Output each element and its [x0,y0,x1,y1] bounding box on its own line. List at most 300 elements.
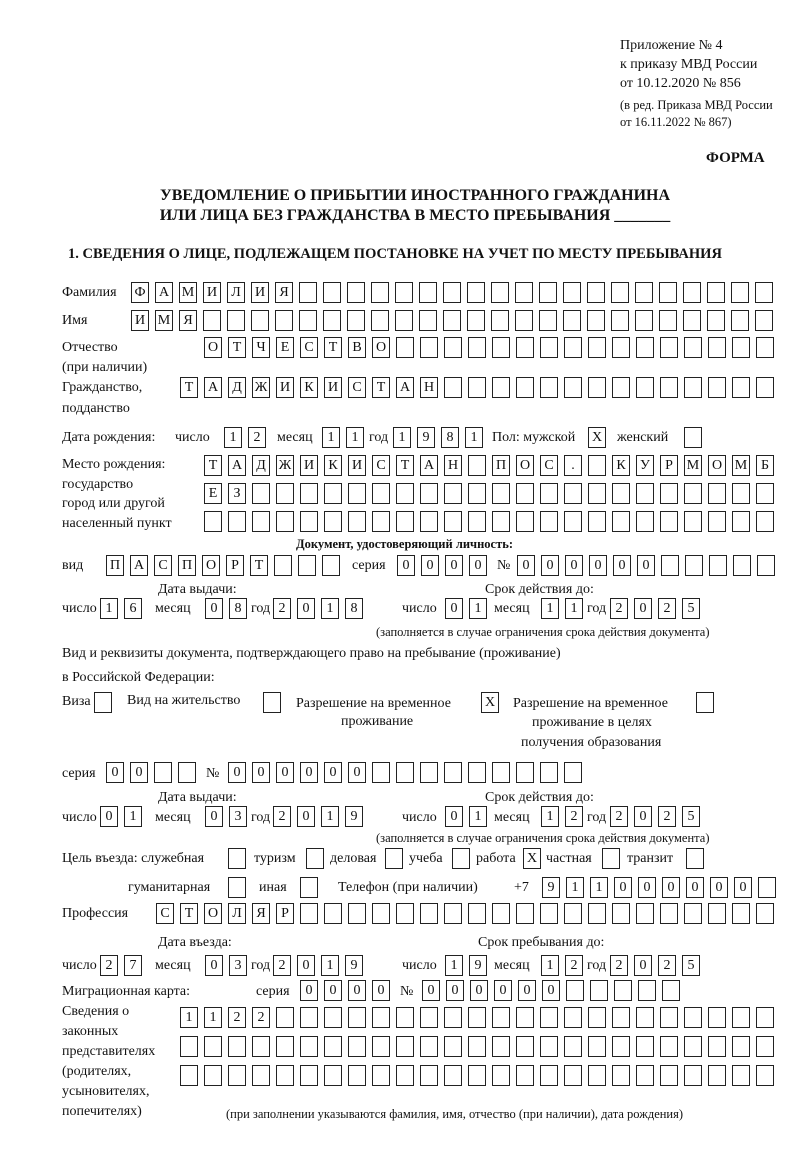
char-box[interactable] [298,555,316,576]
char-box[interactable]: Ф [131,282,149,303]
char-box[interactable] [611,310,629,331]
char-box[interactable] [154,762,172,783]
char-box[interactable]: М [179,282,197,303]
char-box[interactable]: И [276,377,294,398]
char-box[interactable]: 0 [710,877,728,898]
char-box[interactable]: 0 [634,955,652,976]
char-box[interactable] [324,903,342,924]
char-box[interactable]: С [540,455,558,476]
char-box[interactable] [732,903,750,924]
char-box[interactable]: Н [444,455,462,476]
char-box[interactable] [419,310,437,331]
char-box[interactable]: 0 [252,762,270,783]
char-box[interactable]: 0 [421,555,439,576]
char-box[interactable] [371,310,389,331]
char-box[interactable] [708,903,726,924]
char-box[interactable]: 8 [345,598,363,619]
char-box[interactable] [444,377,462,398]
char-box[interactable]: Т [180,377,198,398]
char-box[interactable] [444,762,462,783]
char-box[interactable]: 5 [682,806,700,827]
char-box[interactable] [636,903,654,924]
char-box[interactable] [588,483,606,504]
char-box[interactable]: О [202,555,220,576]
char-box[interactable]: Т [228,337,246,358]
char-box[interactable]: 0 [494,980,512,1001]
char-box[interactable]: 1 [590,877,608,898]
char-box[interactable] [300,483,318,504]
char-box[interactable] [468,903,486,924]
char-box[interactable] [467,310,485,331]
char-box[interactable]: 1 [469,598,487,619]
char-box[interactable]: 0 [662,877,680,898]
char-box[interactable]: Л [228,903,246,924]
char-box[interactable] [468,455,486,476]
char-box[interactable]: А [396,377,414,398]
char-box[interactable] [590,980,608,1001]
char-box[interactable]: 0 [445,598,463,619]
char-box[interactable] [733,555,751,576]
char-box[interactable] [275,310,293,331]
char-box[interactable]: Д [228,377,246,398]
char-box[interactable] [564,1036,582,1057]
char-box[interactable] [180,1036,198,1057]
char-box[interactable] [228,1065,246,1086]
char-box[interactable]: 0 [205,955,223,976]
char-box[interactable] [372,511,390,532]
char-box[interactable] [685,555,703,576]
char-box[interactable] [492,903,510,924]
char-box[interactable]: 0 [106,762,124,783]
char-box[interactable]: О [372,337,390,358]
char-box[interactable] [306,848,324,869]
char-box[interactable] [444,1065,462,1086]
char-box[interactable] [636,1065,654,1086]
char-box[interactable] [492,377,510,398]
char-box[interactable] [732,511,750,532]
char-box[interactable]: Е [276,337,294,358]
char-box[interactable] [638,980,656,1001]
char-box[interactable] [636,511,654,532]
char-box[interactable] [756,903,774,924]
char-box[interactable] [300,877,318,898]
char-box[interactable]: 2 [565,955,583,976]
char-box[interactable] [372,1036,390,1057]
char-box[interactable] [468,1065,486,1086]
char-box[interactable] [708,377,726,398]
char-box[interactable] [492,483,510,504]
char-box[interactable] [300,1065,318,1086]
char-box[interactable] [564,511,582,532]
char-box[interactable] [396,1036,414,1057]
char-box[interactable]: Д [252,455,270,476]
char-box[interactable] [444,337,462,358]
char-box[interactable]: 0 [518,980,536,1001]
char-box[interactable] [180,1065,198,1086]
char-box[interactable] [696,692,714,713]
char-box[interactable] [492,1065,510,1086]
char-box[interactable]: 1 [469,806,487,827]
char-box[interactable] [684,377,702,398]
char-box[interactable] [540,1036,558,1057]
char-box[interactable]: 9 [417,427,435,448]
char-box[interactable]: 1 [321,955,339,976]
char-box[interactable] [324,1007,342,1028]
char-box[interactable] [274,555,292,576]
char-box[interactable] [708,1036,726,1057]
char-box[interactable] [757,555,775,576]
char-box[interactable]: 8 [441,427,459,448]
char-box[interactable]: 7 [124,955,142,976]
char-box[interactable]: С [154,555,172,576]
char-box[interactable]: 1 [322,427,340,448]
char-box[interactable] [612,903,630,924]
char-box[interactable] [635,310,653,331]
char-box[interactable] [395,310,413,331]
char-box[interactable]: А [420,455,438,476]
char-box[interactable]: 0 [634,598,652,619]
char-box[interactable]: 0 [348,980,366,1001]
char-box[interactable] [515,282,533,303]
char-box[interactable]: 0 [637,555,655,576]
char-box[interactable] [732,483,750,504]
char-box[interactable] [492,1007,510,1028]
char-box[interactable]: 1 [541,598,559,619]
char-box[interactable] [516,1036,534,1057]
char-box[interactable] [686,848,704,869]
char-box[interactable] [588,1065,606,1086]
char-box[interactable] [491,282,509,303]
char-box[interactable] [539,282,557,303]
char-box[interactable] [540,377,558,398]
char-box[interactable] [756,1036,774,1057]
char-box[interactable] [516,1007,534,1028]
char-box[interactable] [612,337,630,358]
char-box[interactable] [563,310,581,331]
char-box[interactable] [396,337,414,358]
char-box[interactable] [348,903,366,924]
char-box[interactable]: 0 [565,555,583,576]
char-box[interactable] [372,903,390,924]
char-box[interactable] [516,483,534,504]
char-box[interactable] [755,310,773,331]
char-box[interactable] [662,980,680,1001]
char-box[interactable] [420,903,438,924]
char-box[interactable]: 0 [734,877,752,898]
char-box[interactable]: А [204,377,222,398]
char-box[interactable] [684,483,702,504]
char-box[interactable] [540,337,558,358]
char-box[interactable] [516,377,534,398]
char-box[interactable]: Б [756,455,774,476]
char-box[interactable] [385,848,403,869]
char-box[interactable]: 0 [205,598,223,619]
char-box[interactable]: В [348,337,366,358]
char-box[interactable] [443,282,461,303]
char-box[interactable] [684,337,702,358]
char-box[interactable] [588,1007,606,1028]
char-box[interactable] [540,1065,558,1086]
char-box[interactable]: 1 [565,598,583,619]
char-box[interactable] [612,1036,630,1057]
char-box[interactable]: 0 [634,806,652,827]
char-box[interactable]: Т [204,455,222,476]
char-box[interactable]: С [300,337,318,358]
char-box[interactable]: 0 [324,762,342,783]
char-box[interactable] [732,337,750,358]
char-box[interactable] [252,1036,270,1057]
char-box[interactable]: Я [275,282,293,303]
char-box[interactable] [420,483,438,504]
char-box[interactable] [708,1065,726,1086]
char-box[interactable]: С [156,903,174,924]
char-box[interactable]: 2 [658,598,676,619]
char-box[interactable]: И [348,455,366,476]
char-box[interactable]: 1 [465,427,483,448]
char-box[interactable]: 0 [541,555,559,576]
char-box[interactable]: 0 [297,598,315,619]
char-box[interactable]: 2 [658,955,676,976]
char-box[interactable] [588,377,606,398]
char-box[interactable]: И [203,282,221,303]
char-box[interactable] [252,483,270,504]
char-box[interactable] [396,1065,414,1086]
char-box[interactable]: 0 [397,555,415,576]
char-box[interactable] [347,310,365,331]
char-box[interactable] [468,337,486,358]
char-box[interactable]: С [348,377,366,398]
char-box[interactable]: 0 [638,877,656,898]
char-box[interactable] [276,483,294,504]
char-box[interactable] [420,511,438,532]
char-box[interactable] [396,1007,414,1028]
char-box[interactable] [300,511,318,532]
char-box[interactable] [444,1007,462,1028]
char-box[interactable] [348,511,366,532]
char-box[interactable]: 2 [658,806,676,827]
char-box[interactable] [492,337,510,358]
char-box[interactable] [539,310,557,331]
char-box[interactable] [252,1065,270,1086]
char-box[interactable]: 2 [273,955,291,976]
char-box[interactable]: П [178,555,196,576]
char-box[interactable] [684,511,702,532]
char-box[interactable] [228,511,246,532]
char-box[interactable] [564,762,582,783]
char-box[interactable] [516,511,534,532]
char-box[interactable]: 0 [613,555,631,576]
char-box[interactable] [566,980,584,1001]
char-box[interactable]: Т [324,337,342,358]
char-box[interactable]: Я [179,310,197,331]
char-box[interactable] [602,848,620,869]
char-box[interactable]: 1 [445,955,463,976]
char-box[interactable] [660,337,678,358]
char-box[interactable] [684,427,702,448]
char-box[interactable] [756,1065,774,1086]
char-box[interactable] [515,310,533,331]
char-box[interactable] [636,337,654,358]
char-box[interactable] [636,483,654,504]
char-box[interactable] [564,903,582,924]
char-box[interactable]: 0 [130,762,148,783]
char-box[interactable]: П [106,555,124,576]
char-box[interactable] [659,282,677,303]
char-box[interactable] [756,337,774,358]
char-box[interactable]: 0 [469,555,487,576]
char-box[interactable]: 2 [248,427,266,448]
char-box[interactable]: 0 [445,555,463,576]
char-box[interactable] [540,1007,558,1028]
char-box[interactable]: 0 [422,980,440,1001]
char-box[interactable]: 1 [100,598,118,619]
char-box[interactable] [204,1065,222,1086]
char-box[interactable] [251,310,269,331]
char-box[interactable]: 0 [100,806,118,827]
char-box[interactable] [683,282,701,303]
char-box[interactable] [588,903,606,924]
char-box[interactable] [660,1036,678,1057]
char-box[interactable] [228,848,246,869]
char-box[interactable] [276,1036,294,1057]
char-box[interactable] [756,483,774,504]
char-box[interactable] [588,1036,606,1057]
char-box[interactable] [300,903,318,924]
char-box[interactable] [588,455,606,476]
char-box[interactable] [636,1007,654,1028]
char-box[interactable] [468,511,486,532]
char-box[interactable] [612,1065,630,1086]
char-box[interactable] [324,511,342,532]
char-box[interactable] [324,1065,342,1086]
char-box[interactable] [683,310,701,331]
char-box[interactable] [444,483,462,504]
char-box[interactable]: Я [252,903,270,924]
char-box[interactable]: 0 [445,806,463,827]
char-box[interactable] [612,483,630,504]
char-box[interactable]: Р [276,903,294,924]
char-box[interactable] [444,1036,462,1057]
char-box[interactable]: Л [227,282,245,303]
char-box[interactable]: X [481,692,499,713]
char-box[interactable]: 1 [541,955,559,976]
char-box[interactable] [660,483,678,504]
char-box[interactable] [707,282,725,303]
char-box[interactable]: 5 [682,955,700,976]
char-box[interactable] [660,377,678,398]
char-box[interactable] [444,903,462,924]
char-box[interactable]: М [684,455,702,476]
char-box[interactable] [396,511,414,532]
char-box[interactable] [419,282,437,303]
char-box[interactable] [443,310,461,331]
char-box[interactable] [178,762,196,783]
char-box[interactable]: . [564,455,582,476]
char-box[interactable] [468,483,486,504]
char-box[interactable]: О [204,903,222,924]
char-box[interactable] [661,555,679,576]
char-box[interactable] [347,282,365,303]
char-box[interactable]: 1 [124,806,142,827]
char-box[interactable] [564,337,582,358]
char-box[interactable] [467,282,485,303]
char-box[interactable]: 0 [372,980,390,1001]
char-box[interactable]: 0 [348,762,366,783]
char-box[interactable]: К [612,455,630,476]
char-box[interactable] [635,282,653,303]
char-box[interactable]: 0 [300,980,318,1001]
char-box[interactable] [540,762,558,783]
char-box[interactable] [732,377,750,398]
char-box[interactable]: 1 [321,806,339,827]
char-box[interactable] [588,511,606,532]
char-box[interactable]: М [155,310,173,331]
char-box[interactable] [276,511,294,532]
char-box[interactable]: 9 [469,955,487,976]
char-box[interactable] [420,762,438,783]
char-box[interactable] [228,1036,246,1057]
char-box[interactable] [300,1007,318,1028]
char-box[interactable] [452,848,470,869]
char-box[interactable]: 0 [297,806,315,827]
char-box[interactable]: 1 [393,427,411,448]
char-box[interactable] [94,692,112,713]
char-box[interactable]: 3 [229,806,247,827]
char-box[interactable] [420,337,438,358]
char-box[interactable]: И [324,377,342,398]
char-box[interactable]: И [300,455,318,476]
char-box[interactable]: Т [180,903,198,924]
char-box[interactable] [323,282,341,303]
char-box[interactable]: А [155,282,173,303]
char-box[interactable] [322,555,340,576]
char-box[interactable] [758,877,776,898]
char-box[interactable]: О [708,455,726,476]
char-box[interactable]: 1 [346,427,364,448]
char-box[interactable]: 1 [224,427,242,448]
char-box[interactable]: 2 [100,955,118,976]
char-box[interactable]: 0 [228,762,246,783]
char-box[interactable] [756,511,774,532]
char-box[interactable] [420,1065,438,1086]
char-box[interactable] [228,877,246,898]
char-box[interactable]: И [131,310,149,331]
char-box[interactable]: Н [420,377,438,398]
char-box[interactable]: 2 [273,598,291,619]
char-box[interactable] [396,903,414,924]
char-box[interactable] [564,377,582,398]
char-box[interactable] [300,1036,318,1057]
char-box[interactable]: 2 [610,955,628,976]
char-box[interactable]: 0 [205,806,223,827]
char-box[interactable] [372,483,390,504]
char-box[interactable]: X [588,427,606,448]
char-box[interactable] [612,377,630,398]
char-box[interactable] [468,1036,486,1057]
char-box[interactable] [492,511,510,532]
char-box[interactable] [516,1065,534,1086]
char-box[interactable]: О [204,337,222,358]
char-box[interactable]: 5 [682,598,700,619]
char-box[interactable] [732,1065,750,1086]
char-box[interactable] [660,511,678,532]
char-box[interactable] [612,1007,630,1028]
char-box[interactable] [660,1065,678,1086]
char-box[interactable] [611,282,629,303]
char-box[interactable] [684,1036,702,1057]
char-box[interactable] [707,310,725,331]
char-box[interactable] [468,377,486,398]
